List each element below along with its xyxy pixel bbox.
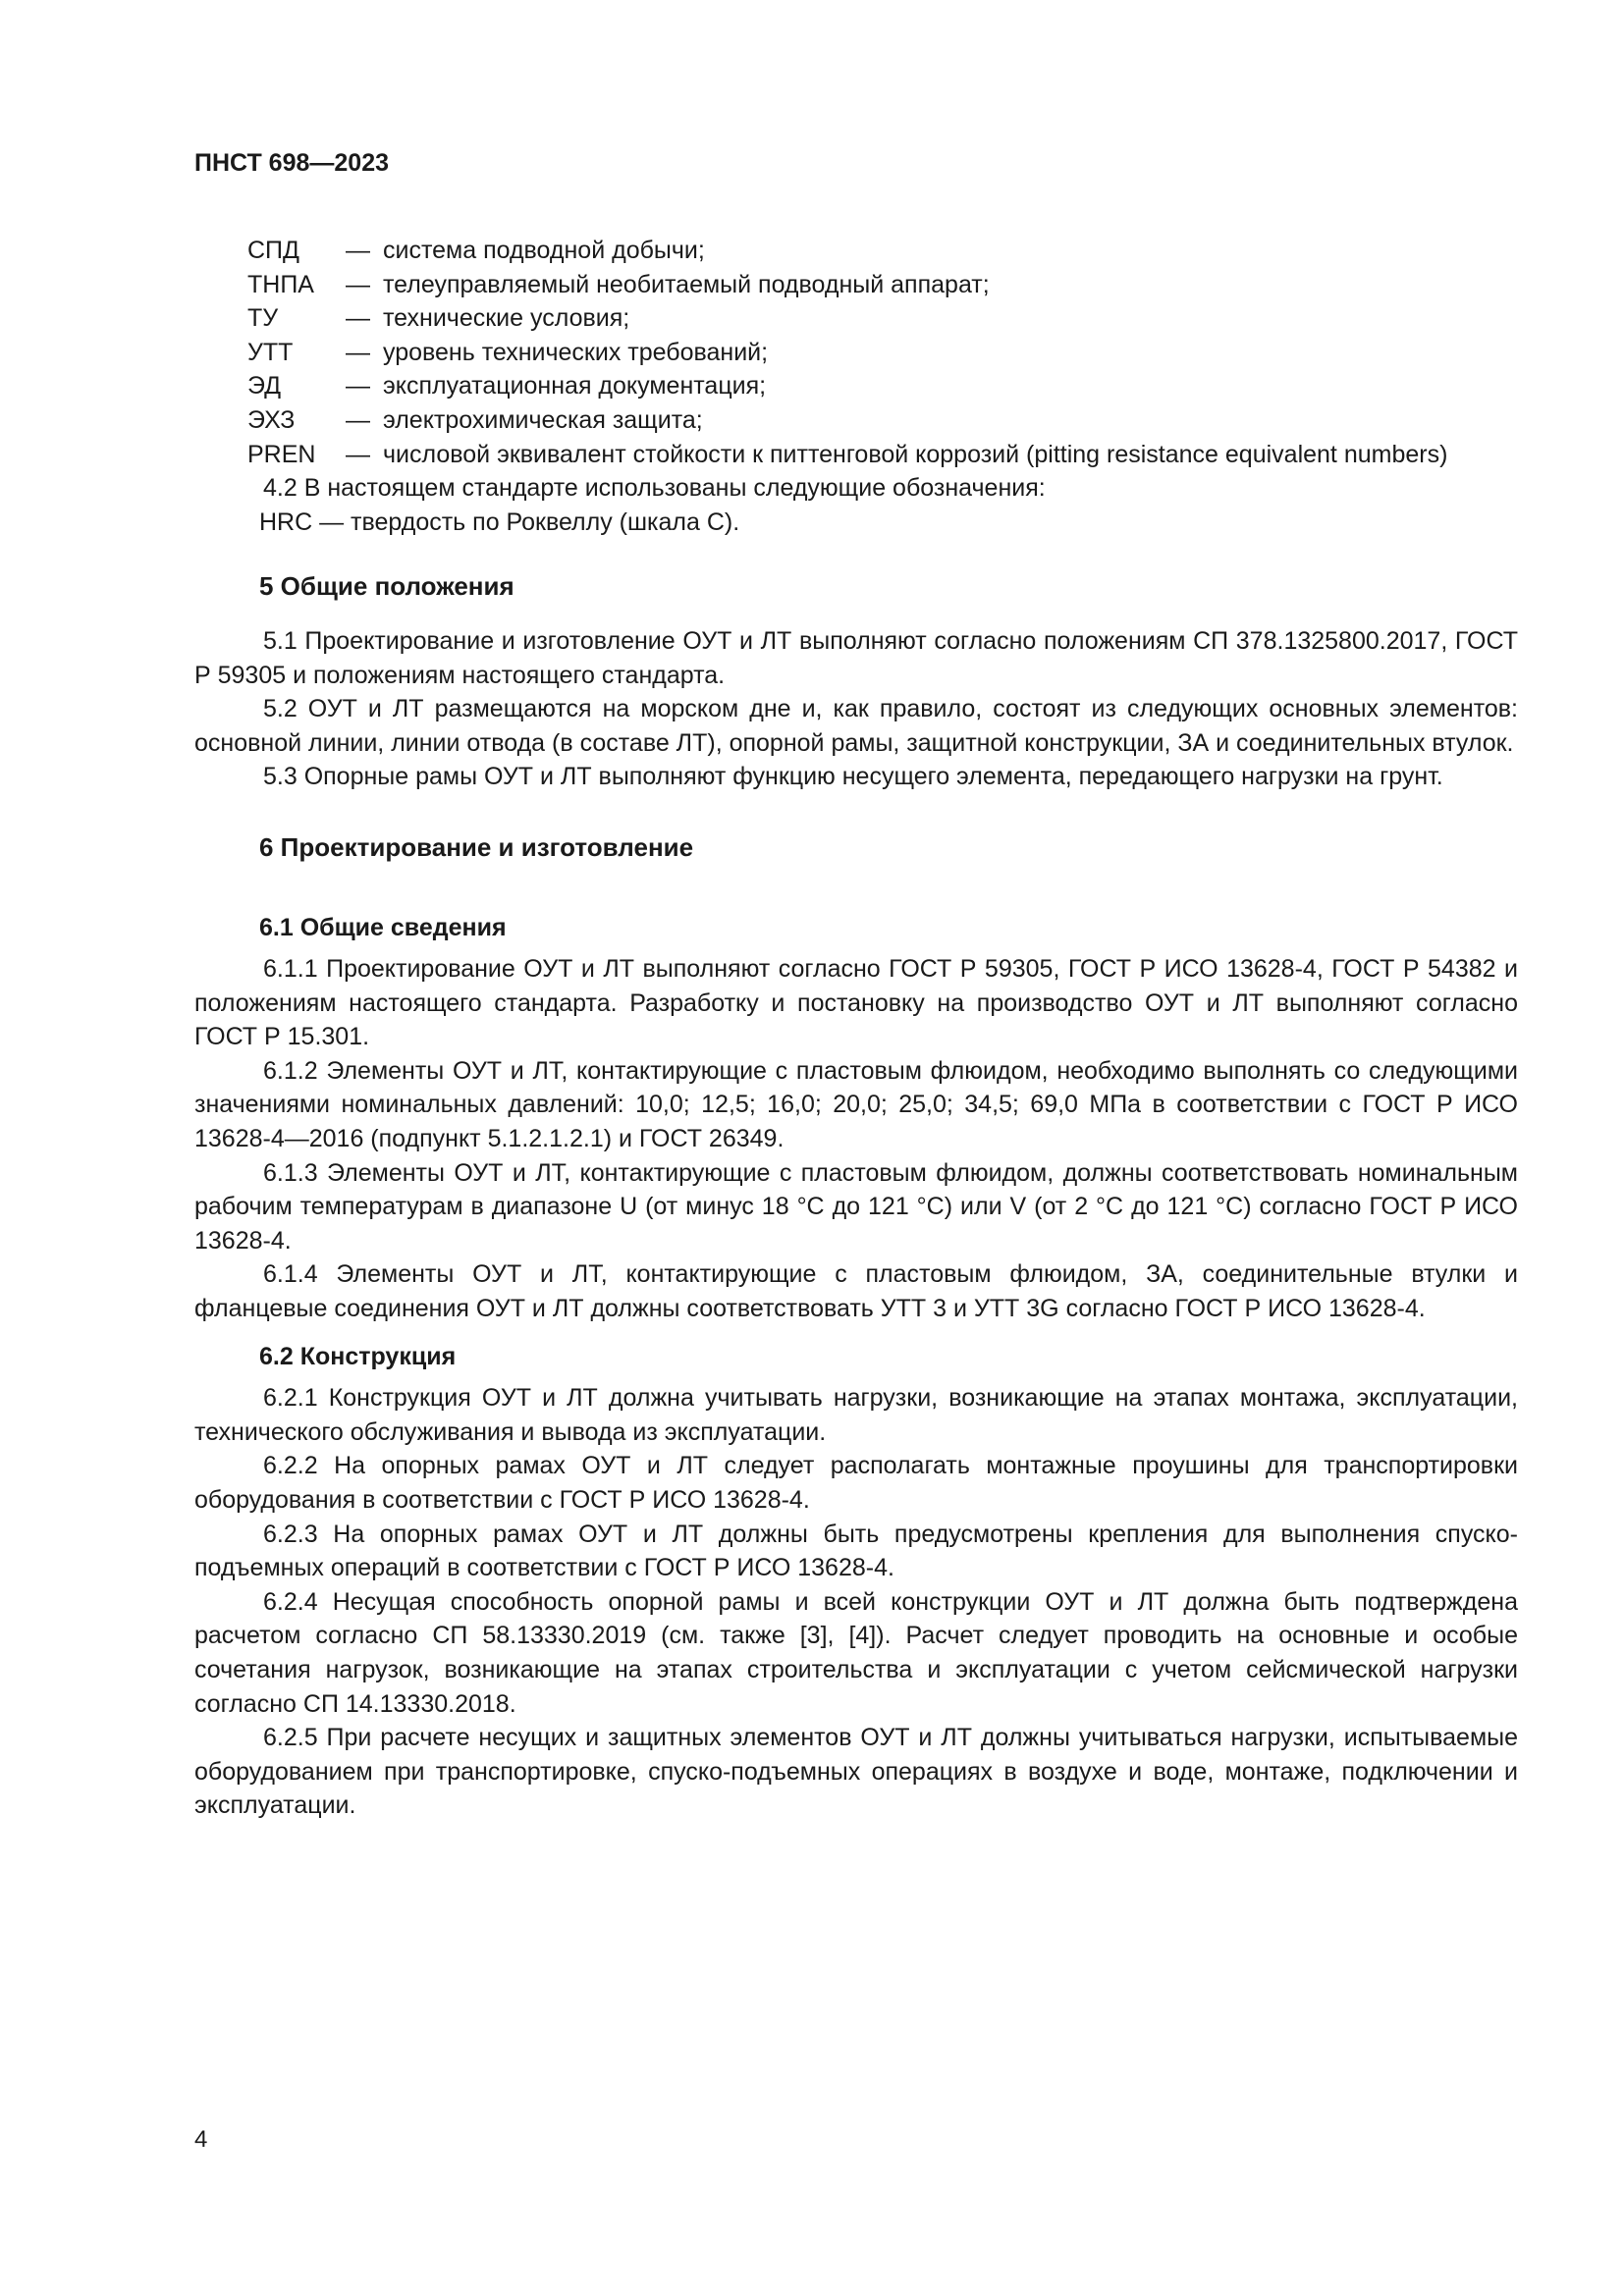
abbreviation-term: СПД <box>247 237 299 264</box>
abbreviation-dash: — <box>346 270 370 298</box>
abbreviation-definition: электрохимическая защита; <box>383 405 703 434</box>
abbreviation-term: УТТ <box>247 338 294 366</box>
abbreviation-dash: — <box>346 372 370 400</box>
clause-6-2-4: 6.2.4 Несущая способность опорной рамы и всей конструкции ОУТ и ЛТ должна быть подтверждена расчетом согласно СП 58.13330.2019 (см. также [3], [4]). Расчет следует проводить на основные и особые сочетания нагрузок, возникающие на этапах строительства и эксплуатации с учетом сейсмической нагрузки согласно СП 14.13330.2018. <box>194 1587 1518 1718</box>
abbreviation-row <box>247 336 1518 370</box>
abbreviation-term: PREN <box>247 440 316 468</box>
clause-6-1-3: 6.1.3 Элементы ОУТ и ЛТ, контактирующие с пластовым флюидом, должны соответствовать номинальным рабочим температурам в диапазоне U (от минус 18 °С до 121 °С) или V (от 2 °С до 121 °С) согласно ГОСТ Р ИСО 13628-4. <box>194 1158 1518 1255</box>
abbreviation-dash: — <box>346 237 370 264</box>
clause-6-2-5: 6.2.5 При расчете несущих и защитных элементов ОУТ и ЛТ должны учитываться нагрузки, испытываемые оборудованием при транспортировке, спуско-подъемных операциях в воздухе и воде, монтаже, подключении и эксплуатации. <box>194 1724 1518 1820</box>
clause-6-1-2: 6.1.2 Элементы ОУТ и ЛТ, контактирующие с пластовым флюидом, необходимо выполнять со следующими значениями номинальных давлений: 10,0; 12,5; 16,0; 20,0; 25,0; 34,5; 69,0 МПа в соответствии с ГОСТ Р ИСО 13628-4—2016 (подпункт 5.1.2.1.2.1) и ГОСТ 26349. <box>194 1056 1518 1153</box>
page-content <box>194 234 1518 1823</box>
abbreviation-definition: телеуправляемый необитаемый подводный аппарат; <box>383 270 990 298</box>
abbreviation-row <box>247 403 1518 438</box>
clause-4-2: 4.2 В настоящем стандарте использованы следующие обозначения: <box>263 474 1046 503</box>
document-id-header: ПНСТ 698—2023 <box>194 149 389 177</box>
abbreviation-definition: уровень технических требований; <box>383 338 769 366</box>
clause-6-2-1: 6.2.1 Конструкция ОУТ и ЛТ должна учитывать нагрузки, возникающие на этапах монтажа, эксплуатации, технического обслуживания и вывода из эксплуатации. <box>194 1384 1518 1446</box>
abbreviation-list <box>247 234 1518 471</box>
abbreviation-row <box>247 438 1518 472</box>
clause-6-1-1: 6.1.1 Проектирование ОУТ и ЛТ выполняют согласно ГОСТ Р 59305, ГОСТ Р ИСО 13628-4, ГОСТ Р 54382 и положениям настоящего стандарта. Разработку и постановку на производство ОУТ и ЛТ выполняют согласно ГОСТ Р 15.301. <box>194 955 1518 1051</box>
abbreviation-term: ТНПА <box>247 270 314 298</box>
clause-5-1: 5.1 Проектирование и изготовление ОУТ и ЛТ выполняют согласно положениям СП 378.1325800.2017, ГОСТ Р 59305 и положениям настоящего стандарта. <box>194 626 1518 689</box>
designation-hrc: HRC — твердость по Роквеллу (шкала С). <box>259 507 740 536</box>
clause-6-2-2: 6.2.2 На опорных рамах ОУТ и ЛТ следует располагать монтажные проушины для транспортировки оборудования в соответствии с ГОСТ Р ИСО 13628-4. <box>194 1452 1518 1514</box>
abbreviation-definition: числовой эквивалент стойкости к питтенговой коррозий (pitting resistance equivalent numbers) <box>383 440 1448 468</box>
abbreviation-definition: система подводной добычи; <box>383 237 705 264</box>
abbreviation-dash: — <box>346 405 370 434</box>
abbreviation-dash: — <box>346 304 370 333</box>
abbreviation-row <box>247 301 1518 336</box>
subsection-6-2-heading: 6.2 Конструкция <box>259 1342 457 1370</box>
subsection-6-1-heading: 6.1 Общие сведения <box>259 913 507 941</box>
abbreviation-row <box>247 268 1518 302</box>
clause-6-2-3: 6.2.3 На опорных рамах ОУТ и ЛТ должны быть предусмотрены крепления для выполнения спуско-подъемных операций в соответствии с ГОСТ Р ИСО 13628-4. <box>194 1520 1518 1582</box>
abbreviation-row <box>247 369 1518 403</box>
clause-5-2: 5.2 ОУТ и ЛТ размещаются на морском дне и, как правило, состоят из следующих основных элементов: основной линии, линии отвода (в составе ЛТ), опорной рамы, защитной конструкции, ЗА и соединительных втулок. <box>194 695 1518 757</box>
abbreviation-term: ЭД <box>247 372 282 400</box>
clause-5-3: 5.3 Опорные рамы ОУТ и ЛТ выполняют функцию несущего элемента, передающего нагрузки на грунт. <box>263 763 1443 791</box>
abbreviation-term: ЭХЗ <box>247 405 296 434</box>
page-number: 4 <box>194 2126 208 2153</box>
section-6-heading: 6 Проектирование и изготовление <box>259 831 694 862</box>
abbreviation-dash: — <box>346 440 370 468</box>
clause-6-1-4: 6.1.4 Элементы ОУТ и ЛТ, контактирующие с пластовым флюидом, ЗА, соединительные втулки и фланцевые соединения ОУТ и ЛТ должны соответствовать УТТ 3 и УТТ 3G согласно ГОСТ Р ИСО 13628-4. <box>194 1260 1518 1323</box>
abbreviation-dash: — <box>346 338 370 366</box>
abbreviation-definition: технические условия; <box>383 304 630 333</box>
abbreviation-definition: эксплуатационная документация; <box>383 372 767 400</box>
abbreviation-term: ТУ <box>247 304 279 333</box>
abbreviation-row <box>247 234 1518 268</box>
section-5-heading: 5 Общие положения <box>259 571 514 602</box>
